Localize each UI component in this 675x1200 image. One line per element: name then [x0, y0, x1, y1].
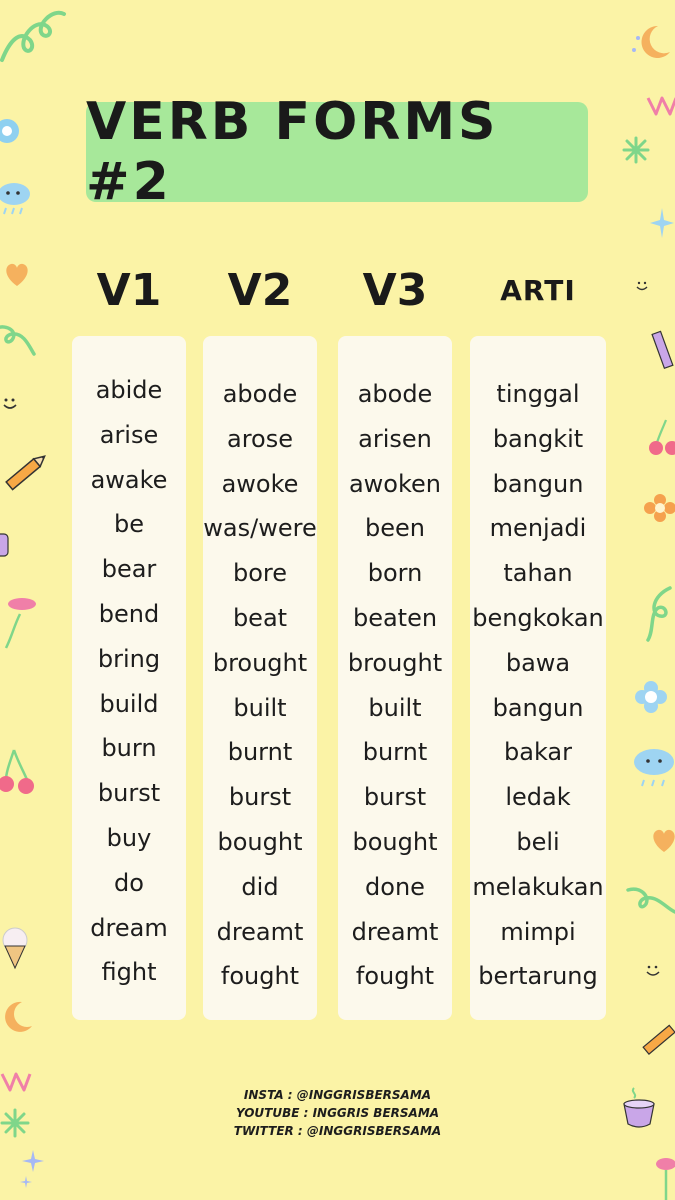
- word-item: arise: [99, 420, 159, 449]
- word-item: burn: [101, 734, 157, 763]
- word-item: bought: [352, 828, 438, 856]
- word-item: was/were: [203, 514, 317, 543]
- column-v3: [338, 336, 452, 1020]
- cherry-icon: [648, 418, 675, 458]
- word-item: awoke: [221, 469, 299, 498]
- swirl-icon: [0, 318, 38, 362]
- flower-icon: [634, 680, 668, 714]
- word-item: bangun: [492, 469, 584, 498]
- footer-insta: INSTA : @INGGRISBERSAMA: [243, 1088, 432, 1102]
- word-item: arisen: [358, 424, 432, 453]
- swirl-icon: [0, 0, 70, 80]
- column-header-v1: V1: [96, 264, 162, 316]
- word-item: abide: [95, 376, 163, 404]
- pencil-icon: [642, 1018, 675, 1062]
- word-item: beaten: [352, 604, 438, 632]
- flower-icon: [642, 488, 675, 528]
- word-item: bangkit: [492, 424, 584, 453]
- flower-icon: [0, 116, 22, 146]
- swirl-icon: [626, 882, 675, 918]
- smiley-icon: [634, 278, 650, 294]
- word-item: be: [114, 510, 144, 539]
- word-item: awoken: [348, 469, 442, 498]
- word-item: burst: [97, 779, 161, 808]
- word-item: bought: [217, 828, 303, 856]
- word-item: dreamt: [216, 917, 304, 946]
- smiley-icon: [644, 962, 662, 980]
- word-item: bawa: [505, 648, 571, 677]
- page-title: VERB FORMS #2: [86, 92, 499, 212]
- social-footer: [0, 1086, 675, 1140]
- column-header-arti: ARTI: [500, 273, 576, 307]
- word-item: tinggal: [496, 380, 580, 408]
- word-item: abode: [222, 380, 298, 408]
- word-item: do: [114, 868, 144, 897]
- smiley-icon: [0, 394, 20, 414]
- word-item: bakar: [504, 738, 572, 767]
- word-item: bend: [98, 600, 160, 628]
- zigzag-icon: [646, 90, 675, 130]
- title-banner: [86, 92, 588, 212]
- word-item: dream: [90, 913, 168, 942]
- word-item: burst: [363, 783, 427, 812]
- word-item: fight: [101, 958, 157, 987]
- cloud-icon: [0, 178, 32, 218]
- word-item: burnt: [227, 738, 293, 767]
- word-item: bore: [232, 559, 288, 588]
- pencil-icon: [0, 444, 54, 498]
- word-item: bear: [101, 555, 157, 584]
- word-item: burst: [228, 783, 292, 812]
- word-item: bengkokan: [472, 604, 604, 632]
- word-item: beat: [232, 604, 288, 632]
- column-header-v2: V2: [227, 264, 293, 316]
- word-item: beli: [516, 828, 560, 856]
- moon-icon: [628, 20, 675, 64]
- star-icon: [622, 136, 650, 164]
- icecream-icon: [0, 926, 30, 970]
- word-item: tahan: [503, 559, 573, 588]
- footer-twitter: TWITTER : @INGGRISBERSAMA: [233, 1124, 442, 1138]
- word-item: built: [233, 693, 287, 722]
- column-v1: [72, 336, 186, 1020]
- word-item: arose: [227, 424, 293, 453]
- footer-youtube: YOUTUBE : INGGRIS BERSAMA: [235, 1106, 440, 1120]
- swirl-icon: [644, 586, 675, 642]
- cherry-icon: [0, 748, 38, 796]
- heart-icon: [2, 260, 32, 288]
- cup-icon: [0, 528, 16, 564]
- word-item: awake: [90, 465, 168, 494]
- word-item: abode: [357, 380, 433, 408]
- word-item: build: [99, 689, 159, 718]
- word-item: melakukan: [472, 872, 604, 901]
- word-item: did: [241, 872, 279, 901]
- column-v2: [203, 336, 317, 1020]
- word-item: been: [365, 514, 425, 543]
- word-item: mimpi: [500, 917, 576, 946]
- pencil-icon: [650, 320, 675, 380]
- word-item: ledak: [505, 783, 571, 812]
- word-item: bangun: [492, 693, 584, 722]
- word-item: done: [365, 872, 425, 901]
- word-item: bertarung: [478, 962, 598, 991]
- star-icon: [650, 208, 675, 240]
- star-icon: [20, 1150, 46, 1190]
- word-item: bring: [97, 644, 161, 673]
- moon-icon: [0, 998, 38, 1036]
- column-header-v3: V3: [362, 264, 428, 316]
- word-item: fought: [220, 962, 300, 991]
- word-item: brought: [212, 648, 308, 677]
- word-item: burnt: [362, 738, 428, 767]
- word-item: fought: [355, 962, 435, 991]
- word-item: brought: [347, 648, 443, 677]
- heart-icon: [650, 826, 675, 854]
- word-item: buy: [106, 824, 152, 852]
- flower-icon: [652, 1156, 675, 1200]
- word-item: menjadi: [489, 514, 587, 543]
- column-arti: [470, 336, 606, 1020]
- word-item: dreamt: [351, 917, 439, 946]
- word-item: built: [368, 693, 422, 722]
- word-item: born: [367, 559, 423, 588]
- flower-icon: [2, 596, 42, 650]
- cloud-icon: [632, 744, 675, 790]
